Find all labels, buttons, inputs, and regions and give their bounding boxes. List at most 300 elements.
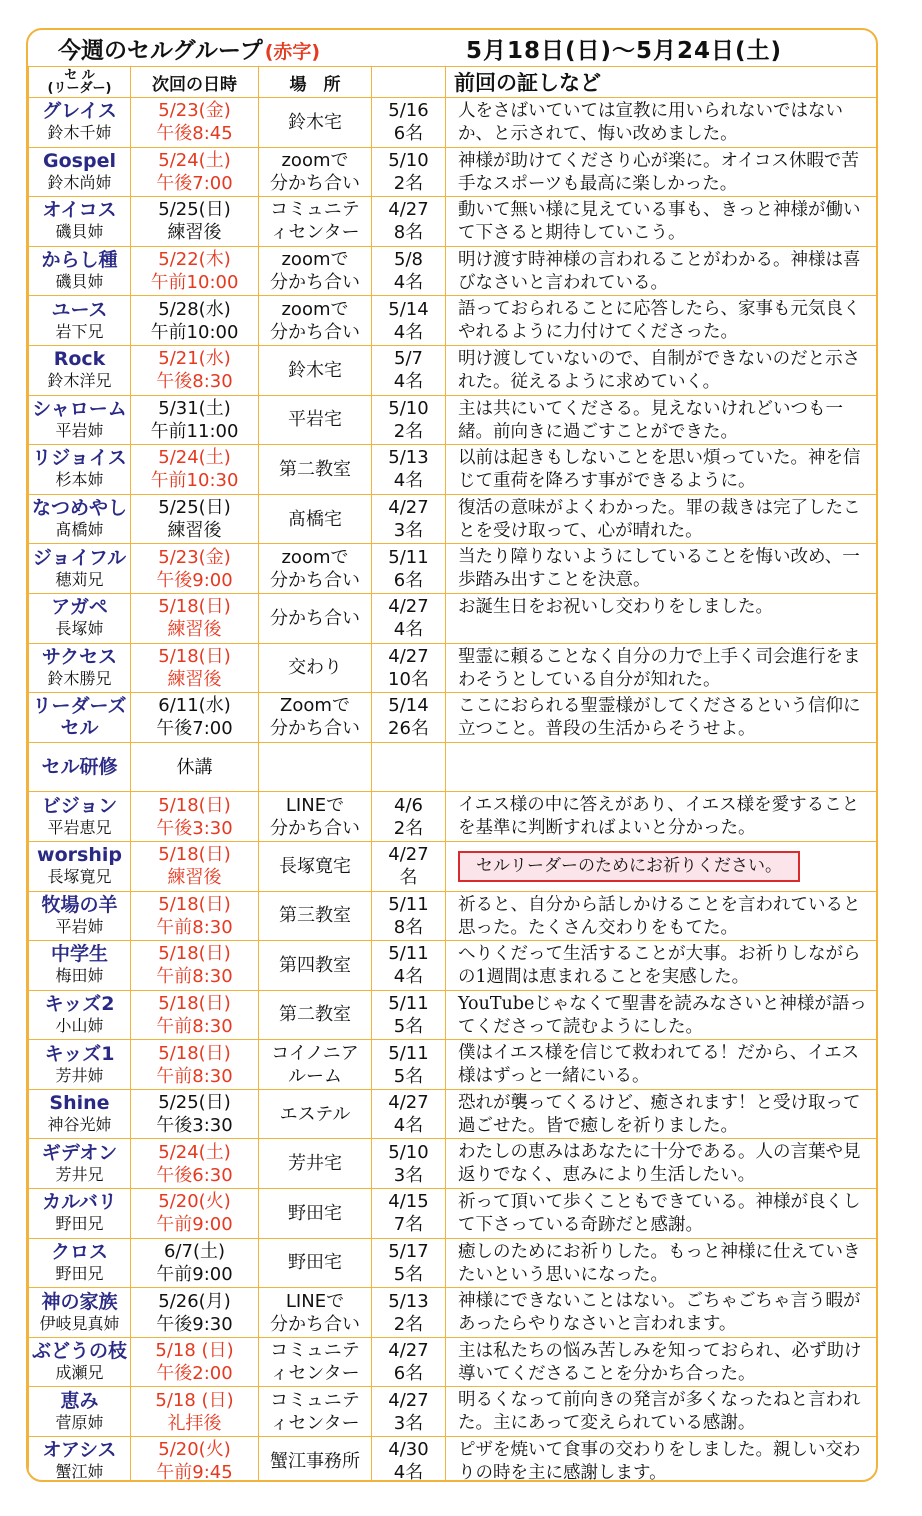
next-date: 5/20(火) (158, 1191, 231, 1213)
next-date-cell (131, 1288, 259, 1338)
group-leader: 梅田姉 (55, 966, 104, 986)
attendance-count: 2名 (393, 817, 424, 839)
last-date: 5/14 (388, 695, 429, 717)
next-time: 午前9:00 (156, 1263, 233, 1285)
next-time: 午前11:00 (150, 420, 239, 442)
last-date: 4/27 (388, 596, 429, 618)
next-time: 練習後 (167, 520, 222, 542)
next-time: 午前9:45 (156, 1462, 233, 1482)
place-line1: 鈴木宅 (288, 111, 342, 133)
attendance-cell (372, 841, 446, 891)
attendance-count: 2名 (393, 172, 424, 194)
next-date: 5/18(日) (158, 645, 231, 667)
place-line1: zoomで (281, 546, 349, 568)
table-row (29, 742, 877, 792)
testimony-cell (446, 643, 877, 693)
testimony-text: 復活の意味がよくわかった。罪の裁きは完了したことを受け取って、心が晴れた。 (458, 497, 861, 541)
last-date: 4/27 (388, 1389, 429, 1411)
group-cell (29, 1040, 131, 1090)
group-cell (29, 345, 131, 395)
next-time: 午後8:30 (156, 371, 233, 393)
next-date: 休講 (176, 756, 213, 778)
next-date-cell (131, 1139, 259, 1189)
group-leader: 平岩恵兄 (47, 817, 112, 837)
cell-group-table (28, 66, 877, 1482)
place-line2: 分かち合い (270, 321, 360, 343)
last-date: 5/11 (388, 1042, 429, 1064)
testimony-text: 主は私たちの悩み苦しみを知っておられ、必ず助け導いてくださることを分かち合った。 (458, 1340, 862, 1384)
testimony-cell (446, 693, 877, 743)
table-row (29, 1437, 877, 1482)
table-row (29, 1089, 877, 1139)
testimony-cell (446, 296, 877, 346)
next-date-cell (131, 643, 259, 693)
table-row (29, 643, 877, 693)
group-name: アガペ (51, 596, 108, 619)
place-cell (259, 1089, 372, 1139)
group-name: 中学生 (50, 943, 108, 966)
attendance-cell (372, 1387, 446, 1437)
last-date: 4/27 (388, 844, 429, 866)
attendance-count: 5名 (393, 1263, 424, 1285)
table-row (29, 1040, 877, 1090)
group-cell (29, 197, 131, 247)
group-leader: 芳井兄 (55, 1164, 104, 1184)
testimony-text: 主は共にいてくださる。見えないけれどいつも一緒。前向きに過ごすことができた。 (458, 398, 843, 442)
testimony-cell (446, 742, 877, 792)
next-time: 午後8:45 (156, 123, 233, 145)
group-name: サクセス (41, 645, 118, 668)
attendance-count: 4名 (393, 470, 424, 492)
attendance-cell (372, 1089, 446, 1139)
last-date: 4/30 (388, 1439, 429, 1461)
attendance-cell (372, 1288, 446, 1338)
testimony-text: 聖霊に頼ることなく自分の力で上手く司会進行をまわそうとしている自分が知れた。 (458, 646, 861, 690)
place-line1: Zoomで (280, 695, 350, 717)
table-row (29, 98, 877, 148)
last-date: 5/17 (388, 1240, 429, 1262)
group-leader: 小山姉 (55, 1015, 104, 1035)
place-cell (259, 544, 372, 594)
group-name: クロス (50, 1240, 108, 1263)
next-time: 午前8:30 (156, 1065, 233, 1087)
place-line1: 第二教室 (279, 458, 351, 480)
attendance-count: 7名 (393, 1214, 424, 1236)
last-date: 4/27 (388, 1340, 429, 1362)
attendance-cell (372, 643, 446, 693)
next-date: 5/23(金) (158, 100, 231, 122)
place-cell (259, 147, 372, 197)
testimony-text: 恐れが襲ってくるけど、癒されます！と受け取って過ごせた。皆で癒しを祈りました。 (458, 1092, 861, 1136)
group-leader: 野田兄 (55, 1214, 104, 1234)
place-cell (259, 1337, 372, 1387)
place-line1: 第二教室 (279, 1004, 351, 1026)
place-cell (259, 98, 372, 148)
place-line1: コミュニテ (270, 1389, 360, 1411)
group-name: ジョイフル (32, 546, 127, 569)
testimony-cell (446, 345, 877, 395)
group-name: ビジョン (41, 794, 118, 817)
group-name: ぶどうの枝 (31, 1340, 127, 1363)
group-name: オアシス (42, 1439, 117, 1462)
next-time: 午後6:30 (156, 1164, 233, 1186)
group-cell (29, 742, 131, 792)
testimony-text: お誕生日をお祝いし交わりをしました。 (458, 596, 773, 617)
table-row (29, 891, 877, 941)
place-cell (259, 1189, 372, 1239)
testimony-text: ここにおられる聖霊様がしてくださるという信仰に立つこと。普段の生活からそうせよ。 (458, 696, 861, 740)
group-name: ギデオン (41, 1141, 118, 1164)
next-time: 午後2:00 (156, 1363, 233, 1385)
place-cell (259, 1288, 372, 1338)
testimony-cell (446, 1040, 877, 1090)
table-row (29, 593, 877, 643)
group-leader: 芳井姉 (55, 1065, 104, 1085)
next-date-cell (131, 841, 259, 891)
group-leader: 菅原姉 (55, 1412, 104, 1432)
group-leader: 髙橋姉 (55, 520, 104, 540)
next-time: 午前8:30 (156, 1015, 233, 1037)
place-cell (259, 792, 372, 842)
group-cell (29, 1139, 131, 1189)
attendance-count: 5名 (393, 1015, 424, 1037)
title-row (28, 30, 876, 66)
next-date: 5/18(日) (158, 794, 231, 816)
group-cell (29, 98, 131, 148)
attendance-cell (372, 395, 446, 445)
next-date: 5/24(土) (158, 149, 231, 171)
attendance-cell (372, 246, 446, 296)
group-leader: 杉本姉 (55, 470, 104, 490)
next-date: 5/21(水) (158, 348, 231, 370)
last-date: 4/27 (388, 497, 429, 519)
attendance-cell (372, 742, 446, 792)
last-date: 5/11 (388, 546, 429, 568)
next-time: 午後7:00 (156, 718, 233, 740)
group-leader: 野田兄 (55, 1263, 104, 1283)
place-cell (259, 296, 372, 346)
next-time: 午後7:00 (156, 172, 233, 194)
attendance-count: 4名 (393, 1115, 424, 1137)
group-cell (29, 643, 131, 693)
attendance-cell (372, 1238, 446, 1288)
place-line2: 分かち合い (270, 272, 360, 294)
attendance-count: 4名 (393, 321, 424, 343)
next-date-cell (131, 395, 259, 445)
testimony-text: ピザを焼いて食事の交わりをしました。親しい交わりの時を主に感謝します。 (458, 1440, 861, 1482)
place-line1: 長塚寛宅 (279, 855, 351, 877)
attendance-cell (372, 345, 446, 395)
next-time: 練習後 (167, 668, 222, 690)
testimony-text: 明るくなって前向きの発言が多くなったねと言われた。主にあって変えられている感謝。 (458, 1390, 861, 1434)
group-leader: 神谷光姉 (47, 1115, 112, 1135)
group-cell (29, 544, 131, 594)
place-line1: LINEで (285, 794, 345, 816)
group-leader: 平岩姉 (55, 916, 104, 936)
group-cell (29, 1387, 131, 1437)
next-date-cell (131, 197, 259, 247)
attendance-cell (372, 147, 446, 197)
place-cell (259, 445, 372, 495)
group-cell (29, 445, 131, 495)
testimony-cell (446, 395, 877, 445)
group-name: からし種 (41, 249, 118, 272)
place-cell (259, 891, 372, 941)
table-row (29, 445, 877, 495)
attendance-count: 26名 (388, 718, 429, 740)
next-date-cell (131, 544, 259, 594)
group-cell (29, 1089, 131, 1139)
attendance-count: 4名 (393, 1462, 424, 1482)
place-line2: ィセンター (270, 1363, 360, 1385)
testimony-cell (446, 941, 877, 991)
attendance-cell (372, 593, 446, 643)
group-name: リーダーズ (32, 695, 127, 718)
group-cell (29, 1238, 131, 1288)
last-date: 4/6 (394, 794, 423, 816)
place-line1: 髙橋宅 (288, 508, 342, 530)
attendance-count: 3名 (393, 520, 424, 542)
attendance-cell (372, 1437, 446, 1482)
table-row (29, 494, 877, 544)
table-row (29, 296, 877, 346)
group-cell (29, 246, 131, 296)
next-date: 5/31(土) (158, 397, 231, 419)
place-line1: zoomで (281, 298, 349, 320)
attendance-count: 6名 (393, 1363, 424, 1385)
place-line1: 平岩宅 (288, 409, 342, 431)
table-row (29, 345, 877, 395)
testimony-cell (446, 1238, 877, 1288)
group-name: 恵み (60, 1389, 99, 1412)
testimony-text: YouTubeじゃなくて聖書を読みなさいと神様が語ってくださって読むようにした。 (458, 993, 867, 1037)
testimony-text: イエス様の中に答えがあり、イエス様を愛することを基準に判断すればよいと分かった。 (458, 795, 860, 839)
next-date-cell (131, 494, 259, 544)
testimony-cell (446, 1089, 877, 1139)
place-cell (259, 494, 372, 544)
place-line2: 分かち合い (270, 1313, 360, 1335)
group-cell (29, 296, 131, 346)
prayer-request-box: セルリーダーのためにお祈りください。 (458, 851, 800, 882)
next-date-cell (131, 98, 259, 148)
testimony-cell (446, 990, 877, 1040)
place-cell (259, 941, 372, 991)
next-time: 午後3:30 (156, 1115, 233, 1137)
next-date: 5/24(土) (158, 1141, 231, 1163)
group-name: シャローム (32, 397, 127, 420)
testimony-cell (446, 1387, 877, 1437)
next-date: 5/18(日) (158, 943, 231, 965)
place-line2: ィセンター (270, 1412, 360, 1434)
attendance-cell (372, 1189, 446, 1239)
header-cell-sub: (リーダー) (47, 81, 112, 96)
next-time: 礼拝後 (167, 1412, 222, 1434)
next-date: 5/24(土) (158, 447, 231, 469)
group-cell (29, 593, 131, 643)
attendance-cell (372, 891, 446, 941)
header-place: 場 所 (259, 67, 372, 98)
header-testimony: 前回の証しなど (446, 67, 877, 98)
place-cell (259, 841, 372, 891)
header-next-date: 次回の日時 (131, 67, 259, 98)
group-leader: 岩下兄 (55, 321, 104, 341)
next-date: 6/7(土) (163, 1240, 225, 1262)
table-row (29, 1189, 877, 1239)
place-cell (259, 1139, 372, 1189)
last-date: 5/11 (388, 992, 429, 1014)
next-date-cell (131, 792, 259, 842)
attendance-count: 4名 (393, 272, 424, 294)
testimony-cell (446, 841, 877, 891)
attendance-cell (372, 792, 446, 842)
group-leader: 磯貝姉 (55, 222, 104, 242)
place-cell (259, 246, 372, 296)
place-line2: 分かち合い (270, 817, 360, 839)
last-date: 4/27 (388, 645, 429, 667)
next-date-cell (131, 445, 259, 495)
last-date: 5/10 (388, 1141, 429, 1163)
last-date: 5/10 (388, 397, 429, 419)
next-date: 5/20(火) (158, 1439, 231, 1461)
title-red-note: (赤字) (264, 41, 321, 63)
table-row (29, 197, 877, 247)
group-name: セル研修 (41, 756, 118, 779)
last-date: 4/27 (388, 1092, 429, 1114)
place-line1: zoomで (281, 249, 349, 271)
testimony-cell (446, 1189, 877, 1239)
next-date-cell (131, 1189, 259, 1239)
group-name: Shine (49, 1092, 110, 1115)
table-row (29, 147, 877, 197)
group-cell (29, 494, 131, 544)
testimony-text: 癒しのためにお祈りした。もっと神様に仕えていきたいという思いになった。 (458, 1241, 861, 1285)
attendance-count: 5名 (393, 1065, 424, 1087)
place-cell (259, 990, 372, 1040)
next-date-cell (131, 246, 259, 296)
testimony-cell (446, 1337, 877, 1387)
place-line1: 蟹江事務所 (270, 1450, 360, 1472)
testimony-text: 祈って頂いて歩くこともできている。神様が良くして下さっている奇跡だと感謝。 (458, 1192, 861, 1236)
table-row (29, 941, 877, 991)
last-date: 5/14 (388, 298, 429, 320)
attendance-cell (372, 990, 446, 1040)
table-header (29, 67, 877, 98)
attendance-cell (372, 1337, 446, 1387)
group-cell (29, 792, 131, 842)
next-date-cell (131, 1387, 259, 1437)
table-row (29, 1139, 877, 1189)
testimony-text: 明け渡していないので、自制ができないのだと示された。従えるように求めていく。 (458, 348, 861, 392)
place-cell (259, 1437, 372, 1482)
last-date: 5/7 (394, 348, 423, 370)
next-time: 午前10:00 (150, 272, 239, 294)
attendance-cell (372, 98, 446, 148)
page-title (58, 32, 320, 65)
next-time: 練習後 (167, 222, 222, 244)
group-cell (29, 147, 131, 197)
table-row (29, 792, 877, 842)
next-date-cell (131, 990, 259, 1040)
next-date: 5/18(日) (158, 893, 231, 915)
place-line1: 野田宅 (288, 1252, 342, 1274)
group-leader: 鈴木尚姉 (47, 172, 112, 192)
last-date: 5/8 (394, 249, 423, 271)
group-leader: 磯貝姉 (55, 272, 104, 292)
next-date-cell (131, 742, 259, 792)
testimony-cell (446, 494, 877, 544)
next-time: 午後3:30 (156, 817, 233, 839)
place-line1: 交わり (288, 657, 342, 679)
testimony-cell (446, 147, 877, 197)
attendance-cell (372, 544, 446, 594)
last-date: 4/15 (388, 1191, 429, 1213)
next-date-cell (131, 1040, 259, 1090)
attendance-count: 3名 (393, 1164, 424, 1186)
group-name: キッズ2 (44, 992, 115, 1015)
attendance-count: 2名 (393, 1313, 424, 1335)
testimony-text: 僕はイエス様を信じて救われてる！だから、イエス様はずっと一緒にいる。 (458, 1043, 860, 1087)
next-date-cell (131, 296, 259, 346)
next-time: 午後9:00 (156, 569, 233, 591)
next-date: 5/18 (日) (155, 1389, 234, 1411)
place-line1: 野田宅 (288, 1202, 342, 1224)
group-leader: 長塚寛兄 (47, 867, 112, 887)
next-date: 5/25(日) (158, 199, 231, 221)
testimony-text: 動いて無い様に見えている事も、きっと神様が働いて下さると期待していこう。 (458, 200, 861, 244)
group-cell (29, 693, 131, 743)
next-date: 5/23(金) (158, 546, 231, 568)
testimony-text: 神様にできないことはない。ごちゃごちゃ言う暇があったらやりなさいと言われます。 (458, 1291, 861, 1335)
group-leader: 長塚姉 (55, 619, 104, 639)
next-time: 練習後 (167, 867, 222, 889)
group-leader: セル (60, 717, 99, 740)
attendance-count: 6名 (393, 569, 424, 591)
place-line1: エステル (279, 1103, 351, 1125)
last-date: 5/11 (388, 943, 429, 965)
next-date: 5/18(日) (158, 992, 231, 1014)
attendance-cell (372, 197, 446, 247)
group-leader: 鈴木千姉 (47, 123, 112, 143)
next-time: 午前10:00 (150, 321, 239, 343)
place-cell (259, 395, 372, 445)
testimony-text: 明け渡す時神様の言われることがわかる。神様は喜びなさいと言われている。 (458, 249, 861, 293)
next-date-cell (131, 1337, 259, 1387)
place-cell (259, 1387, 372, 1437)
last-date: 5/10 (388, 149, 429, 171)
place-line1: 鈴木宅 (288, 359, 342, 381)
next-date-cell (131, 1238, 259, 1288)
next-date: 5/18 (日) (155, 1340, 234, 1362)
attendance-count: 8名 (393, 222, 424, 244)
next-time: 午後9:30 (156, 1313, 233, 1335)
next-date-cell (131, 693, 259, 743)
next-date: 5/22(木) (158, 249, 231, 271)
testimony-text: 神様が助けてくださり心が楽に。オイコス休暇で苦手なスポーツも最高に楽しかった。 (458, 150, 859, 194)
last-date: 5/13 (388, 447, 429, 469)
group-name: Rock (53, 348, 106, 371)
header-cell-label: セ ル (64, 68, 95, 83)
next-date: 5/18(日) (158, 844, 231, 866)
place-line1: コミュニテ (270, 199, 360, 221)
attendance-count: 4名 (393, 371, 424, 393)
group-cell (29, 941, 131, 991)
group-cell (29, 1189, 131, 1239)
place-cell (259, 345, 372, 395)
attendance-count: 4名 (393, 966, 424, 988)
place-line1: zoomで (281, 149, 349, 171)
table-row (29, 544, 877, 594)
place-line2: 分かち合い (270, 569, 360, 591)
